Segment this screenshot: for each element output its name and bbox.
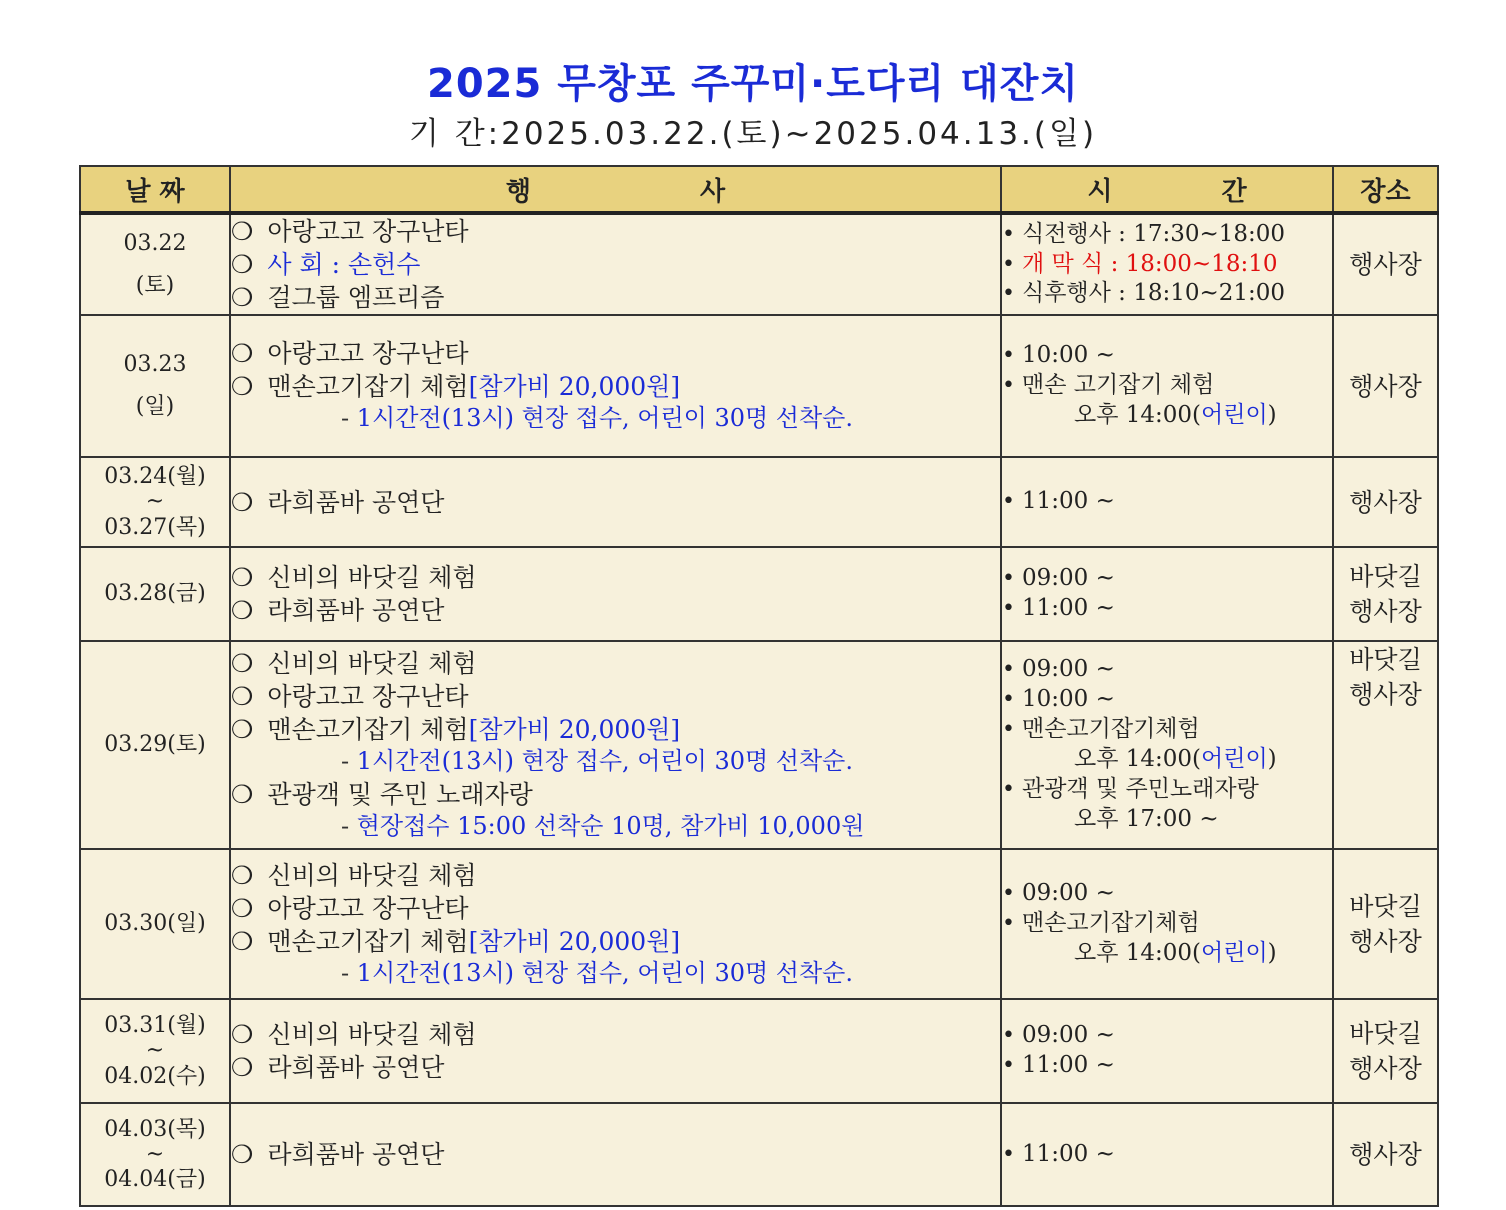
header-event: 행 사 (230, 166, 1001, 213)
table-row (80, 849, 1438, 999)
table-header-row (80, 166, 1438, 213)
table-row (80, 315, 1438, 457)
event-item (231, 925, 1000, 958)
event-cell (230, 457, 1001, 547)
event-item (231, 1018, 1000, 1051)
time-item (1002, 341, 1332, 371)
time-text: 11:00 ~ (1021, 1140, 1115, 1167)
event-text: 신비의 바닷길 체험 (267, 860, 477, 890)
event-item (231, 680, 1000, 713)
time-target: 어린이 (1201, 401, 1268, 428)
place-cell (1333, 547, 1438, 641)
time-text: 오후 14:00( (1074, 939, 1202, 966)
date-line: 04.02(수) (104, 1063, 206, 1089)
table-row (80, 999, 1438, 1103)
date-line: (일) (135, 394, 175, 419)
event-text: 아랑고고 장구난타 (267, 339, 469, 369)
place-line: 행사장 (1349, 927, 1422, 956)
event-item (231, 859, 1000, 892)
event-item (231, 370, 1000, 403)
date-line: ~ (145, 1038, 165, 1064)
time-subline (1002, 745, 1332, 775)
time-text: 식전행사 : 17:30~18:00 (1021, 220, 1286, 247)
place-line: 행사장 (1349, 1140, 1422, 1169)
time-text: 맨손 고기잡기 체험 (1021, 372, 1215, 399)
event-text: 라희품바 공연단 (267, 1140, 445, 1169)
time-target: 어린이 (1201, 746, 1268, 772)
event-item (231, 1051, 1000, 1084)
event-item (231, 248, 1000, 281)
event-text: 아랑고고 장구난타 (267, 217, 469, 246)
date-line: 04.03(목) (104, 1116, 206, 1142)
event-item (231, 1138, 1000, 1171)
event-fee: [참가비 20,000원] (468, 715, 681, 745)
date-line: 03.22 (123, 230, 187, 256)
event-text: 라희품바 공연단 (267, 487, 445, 517)
header-time: 시 간 (1001, 166, 1333, 213)
event-item (231, 281, 1000, 314)
event-text: 신비의 바닷길 체험 (267, 649, 477, 679)
date-line: (토) (135, 272, 175, 298)
event-item (231, 892, 1000, 925)
event-item (231, 713, 1000, 746)
schedule-body (80, 213, 1438, 1206)
place-line: 바닷길 (1349, 562, 1422, 591)
event-text: 아랑고고 장구난타 (267, 682, 469, 712)
time-cell (1001, 457, 1333, 547)
time-item (1002, 250, 1332, 280)
place-cell (1333, 457, 1438, 547)
time-item (1002, 1021, 1332, 1051)
time-text: 09:00 ~ (1021, 1022, 1115, 1049)
time-item (1002, 1140, 1332, 1170)
date-line: 03.30(일) (104, 911, 206, 937)
time-item (1002, 564, 1332, 594)
time-cell (1001, 999, 1333, 1103)
date-line: 03.29(토) (104, 732, 206, 758)
event-cell (230, 999, 1001, 1103)
place-line: 바닷길 (1349, 1019, 1422, 1048)
time-text: 09:00 ~ (1021, 656, 1115, 683)
event-period: 기 간:2025.03.22.(토)~2025.04.13.(일) (408, 116, 1098, 152)
time-text: 개 막 식 : 18:00~18:10 (1021, 250, 1278, 277)
time-item (1002, 487, 1332, 517)
time-subline (1002, 401, 1332, 431)
time-close: ) (1267, 746, 1277, 772)
place-cell (1333, 641, 1438, 849)
date-cell (80, 213, 230, 315)
time-text: 09:00 ~ (1021, 565, 1115, 592)
time-subline (1002, 805, 1332, 835)
time-text: 11:00 ~ (1021, 595, 1115, 621)
date-cell (80, 849, 230, 999)
event-cell (230, 213, 1001, 315)
event-fee: [참가비 20,000원] (468, 372, 681, 402)
event-cell (230, 547, 1001, 641)
place-line: 행사장 (1349, 250, 1422, 279)
time-cell (1001, 213, 1333, 315)
event-note (231, 811, 1000, 843)
date-line: 03.24(월) (104, 464, 206, 490)
event-note-text: 1시간전(13시) 현장 접수, 어린이 30명 선착순. (356, 958, 853, 987)
place-cell (1333, 999, 1438, 1103)
event-note (231, 958, 1000, 990)
date-line: 03.23 (123, 352, 187, 378)
event-item (231, 594, 1000, 627)
time-text: 맨손고기잡기체험 (1021, 910, 1200, 937)
date-cell (80, 641, 230, 849)
place-cell (1333, 213, 1438, 315)
time-text: 10:00 ~ (1021, 686, 1115, 713)
table-row (80, 547, 1438, 641)
date-line: ~ (145, 1141, 165, 1167)
event-item (231, 337, 1000, 370)
event-note (231, 746, 1000, 778)
event-cell (230, 641, 1001, 849)
time-item (1002, 371, 1332, 401)
event-text: 맨손고기잡기 체험 (267, 715, 469, 745)
time-text: 맨손고기잡기체험 (1021, 716, 1200, 743)
event-item (231, 215, 1000, 248)
event-text: 관광객 및 주민 노래자랑 (267, 780, 533, 809)
event-item (231, 778, 1000, 811)
event-text: 걸그룹 엠프리즘 (267, 283, 445, 312)
time-cell (1001, 315, 1333, 457)
time-text: 10:00 ~ (1021, 342, 1115, 369)
time-text: 관광객 및 주민노래자랑 (1021, 775, 1259, 802)
header-place: 장소 (1333, 166, 1438, 213)
time-item (1002, 1051, 1332, 1081)
event-text: 사 회 : 손헌수 (267, 250, 421, 279)
place-line: 바닷길 (1349, 892, 1422, 921)
time-target: 어린이 (1201, 939, 1268, 966)
date-line: ~ (145, 489, 165, 515)
event-text: 아랑고고 장구난타 (267, 893, 469, 923)
event-cell (230, 1103, 1001, 1206)
place-cell (1333, 1103, 1438, 1206)
time-item (1002, 909, 1332, 939)
date-line: 03.27(목) (104, 514, 206, 540)
event-text: 라희품바 공연단 (267, 1053, 445, 1082)
date-line: 03.31(월) (104, 1013, 206, 1039)
event-note (231, 403, 1000, 435)
time-item (1002, 715, 1332, 745)
time-text: 식후행사 : 18:10~21:00 (1021, 280, 1286, 307)
place-line: 행사장 (1349, 597, 1422, 626)
time-item (1002, 685, 1332, 715)
schedule-table (79, 165, 1439, 1207)
time-text: 11:00 ~ (1021, 488, 1115, 515)
time-item (1002, 775, 1332, 805)
table-row (80, 641, 1438, 849)
event-note-text: 현장접수 15:00 선착순 10명, 참가비 10,000원 (356, 812, 865, 840)
date-cell (80, 457, 230, 547)
time-cell (1001, 849, 1333, 999)
event-note-text: 1시간전(13시) 현장 접수, 어린이 30명 선착순. (356, 404, 853, 433)
place-line: 행사장 (1349, 371, 1422, 401)
event-item (231, 486, 1000, 519)
time-close: ) (1267, 401, 1277, 428)
date-line: 04.04(금) (104, 1167, 206, 1193)
table-row (80, 1103, 1438, 1206)
event-text: 신비의 바닷길 체험 (267, 563, 477, 592)
event-item (231, 647, 1000, 680)
event-text: 신비의 바닷길 체험 (267, 1020, 477, 1049)
event-cell (230, 315, 1001, 457)
time-text: 11:00 ~ (1021, 1052, 1115, 1078)
date-cell (80, 315, 230, 457)
event-text: 맨손고기잡기 체험 (267, 372, 469, 402)
time-item (1002, 879, 1332, 909)
page-title: 2025 무창포 주꾸미·도다리 대잔치 (427, 61, 1079, 107)
time-subline (1002, 939, 1332, 969)
date-cell (80, 1103, 230, 1206)
time-text: 오후 14:00( (1074, 746, 1202, 772)
place-line: 바닷길 (1349, 645, 1422, 674)
time-cell (1001, 1103, 1333, 1206)
time-item (1002, 594, 1332, 624)
table-row (80, 457, 1438, 547)
table-row (80, 213, 1438, 315)
place-line: 행사장 (1349, 1054, 1422, 1083)
place-cell (1333, 849, 1438, 999)
time-close: ) (1267, 939, 1277, 966)
time-text: 오후 17:00 ~ (1074, 805, 1219, 832)
time-item (1002, 220, 1332, 250)
time-item (1002, 655, 1332, 685)
event-item (231, 561, 1000, 594)
time-item (1002, 279, 1332, 309)
header-date: 날 짜 (80, 166, 230, 213)
time-cell (1001, 547, 1333, 641)
event-cell (230, 849, 1001, 999)
place-cell (1333, 315, 1438, 457)
time-cell (1001, 641, 1333, 849)
date-cell (80, 547, 230, 641)
place-line: 행사장 (1349, 680, 1422, 709)
time-text: 오후 14:00( (1074, 401, 1202, 428)
event-text: 라희품바 공연단 (267, 596, 445, 625)
event-note-text: 1시간전(13시) 현장 접수, 어린이 30명 선착순. (356, 747, 853, 776)
date-line: 03.28(금) (104, 581, 206, 607)
time-text: 09:00 ~ (1021, 880, 1115, 907)
date-cell (80, 999, 230, 1103)
event-fee: [참가비 20,000원] (468, 926, 681, 956)
event-text: 맨손고기잡기 체험 (267, 926, 469, 956)
place-line: 행사장 (1349, 487, 1422, 517)
